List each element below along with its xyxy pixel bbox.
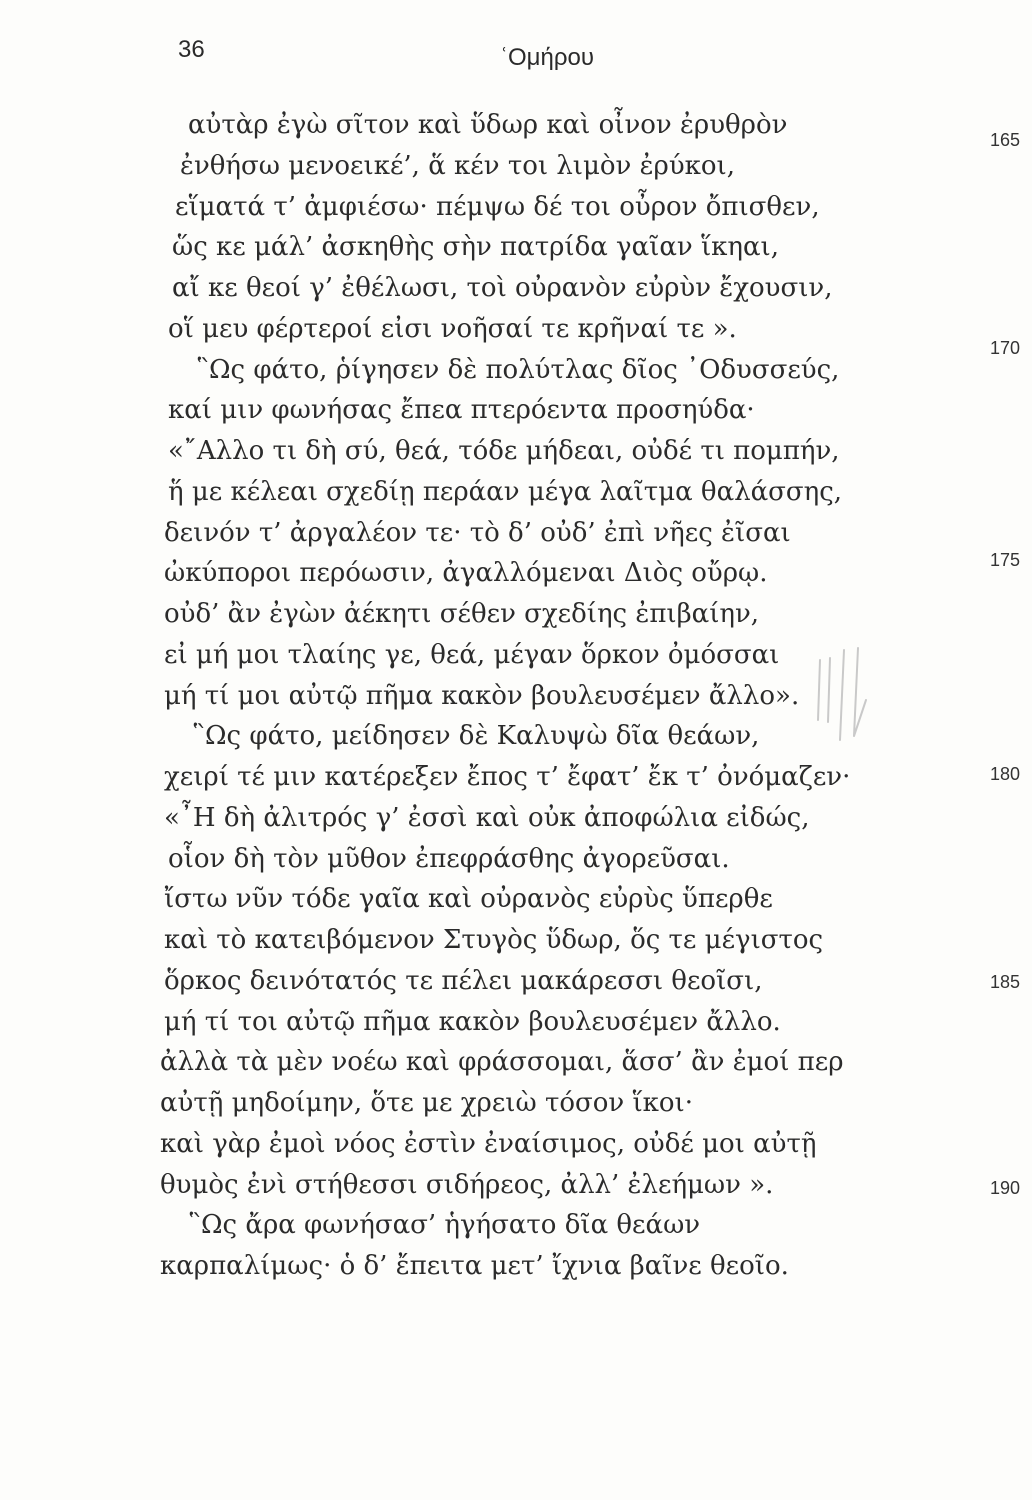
verse-line: οἷον δὴ τὸν μῦθον ἐπεφράσθης ἀγορεῦσαι. xyxy=(168,844,730,874)
verse-line: μή τί μοι αὐτῷ πῆμα κακὸν βουλευσέμεν ἄλλο». xyxy=(164,681,800,711)
verse-line: θυμὸς ἐνὶ στήθεσσι σιδήρεος, ἀλλ’ ἐλεήμων ». xyxy=(160,1170,774,1200)
verse-line: ἀλλὰ τὰ μὲν νοέω καὶ φράσσομαι, ἅσσ’ ἂν ἐμοί περ xyxy=(160,1047,844,1077)
line-number: 190 xyxy=(989,1178,1020,1198)
verse-line: ὠκύποροι περόωσιν, ἀγαλλόμεναι Διὸς οὔρῳ. xyxy=(164,558,768,588)
verse-line: ῝Ως φάτο, μείδησεν δὲ Καλυψὼ δῖα θεάων, xyxy=(192,721,760,751)
running-title: ʿΟμήρου xyxy=(500,44,594,71)
verse-line: καρπαλίμως· ὁ δ’ ἔπειτα μετ’ ἴχνια βαῖνε θεοῖο. xyxy=(160,1251,789,1281)
line-number: 175 xyxy=(989,550,1020,570)
line-number: 170 xyxy=(989,338,1020,358)
verse-line: ῝Ως ἄρα φωνήσασ’ ἡγήσατο δῖα θεάων xyxy=(188,1210,701,1240)
verse-line: δεινόν τ’ ἀργαλέον τε· τὸ δ’ οὐδ’ ἐπὶ νῆες ἐῖσαι xyxy=(164,518,791,548)
verse-line: οἵ μευ φέρτεροί εἰσι νοῆσαί τε κρῆναί τε ». xyxy=(168,314,737,344)
verse-line: καί μιν φωνήσας ἔπεα πτερόεντα προσηύδα· xyxy=(168,395,755,425)
verse-line: ὅρκος δεινότατός τε πέλει μακάρεσσι θεοῖσι, xyxy=(164,966,763,996)
verse-line: χειρί τέ μιν κατέρεξεν ἔπος τ’ ἔφατ’ ἔκ τ’ ὀνόμαζεν· xyxy=(164,762,851,792)
line-number: 180 xyxy=(989,764,1020,784)
page-number: 36 xyxy=(178,36,205,63)
line-number: 185 xyxy=(989,972,1020,992)
verse-line: μή τί τοι αὐτῷ πῆμα κακὸν βουλευσέμεν ἄλλο. xyxy=(164,1007,781,1037)
verse-line: ῝Ως φάτο, ῥίγησεν δὲ πολύτλας δῖος ᾿Οδυσσεύς, xyxy=(196,355,840,385)
verse-line: «῎Αλλο τι δὴ σύ, θεά, τόδε μήδεαι, οὐδέ τι πομπήν, xyxy=(168,436,840,466)
verse-line: εἵματά τ’ ἀμφιέσω· πέμψω δέ τοι οὖρον ὄπισθεν, xyxy=(175,192,820,222)
verse-line: ἐνθήσω μενοεικέ’, ἅ κέν τοι λιμὸν ἐρύκοι, xyxy=(180,151,736,181)
verse-line: αὐτὰρ ἐγὼ σῖτον καὶ ὕδωρ καὶ οἶνον ἐρυθρὸν xyxy=(188,110,788,140)
verse-line: «῏Η δὴ ἀλιτρός γ’ ἐσσὶ καὶ οὐκ ἀποφώλια εἰδώς, xyxy=(164,803,810,833)
verse-line: ἥ με κέλεαι σχεδίῃ περάαν μέγα λαῖτμα θαλάσσης, xyxy=(168,477,843,507)
verse-line: οὐδ’ ἂν ἐγὼν ἀέκητι σέθεν σχεδίης ἐπιβαίην, xyxy=(164,599,760,629)
verse-line: εἰ μή μοι τλαίης γε, θεά, μέγαν ὅρκον ὀμόσσαι xyxy=(164,640,780,670)
verse-line: αὐτῇ μηδοίμην, ὅτε με χρειὼ τόσον ἵκοι· xyxy=(160,1088,694,1118)
verse-line: ὥς κε μάλ’ ἀσκηθὴς σὴν πατρίδα γαῖαν ἵκηαι, xyxy=(172,232,780,262)
verse-line: αἴ κε θεοί γ’ ἐθέλωσι, τοὶ οὐρανὸν εὐρὺν ἔχουσιν, xyxy=(172,273,833,303)
verse-line: ἴστω νῦν τόδε γαῖα καὶ οὐρανὸς εὐρὺς ὕπερθε xyxy=(164,884,773,914)
verse-line: καὶ γὰρ ἐμοὶ νόος ἐστὶν ἐναίσιμος, οὐδέ μοι αὐτῇ xyxy=(160,1129,817,1159)
line-number: 165 xyxy=(989,130,1020,150)
verse-line: καὶ τὸ κατειβόμενον Στυγὸς ὕδωρ, ὅς τε μέγιστος xyxy=(164,925,824,955)
pencil-annotation-mark xyxy=(800,640,890,750)
